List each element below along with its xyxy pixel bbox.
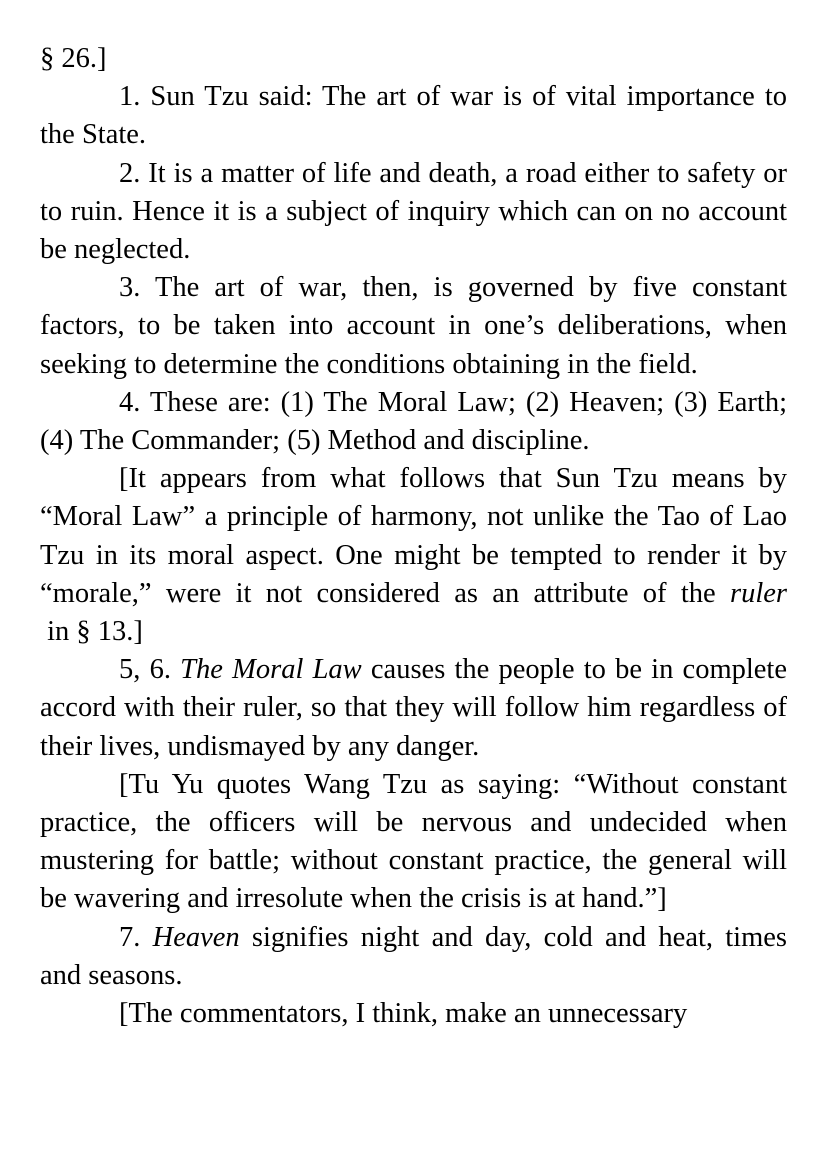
paragraph-4: 4. These are: (1) The Moral Law; (2) Heaven; (3) Earth; (4) The Commander; (5) Method and discipline.: [40, 386, 787, 457]
paragraph-5-6-text: causes the people to be in complete accord with their ruler, so that they will follow him regardless of their lives, undismayed by any danger.: [40, 654, 788, 762]
paragraph-3: 3. The art of war, then, is governed by five constant factors, to be taken into account in one’s deliberations, when seeking to determine the conditions obtaining in the field.: [40, 272, 787, 380]
paragraph-5-6-italic: The Moral Law: [180, 654, 362, 686]
commentary-moral-law-tail: in § 13.]: [40, 616, 143, 648]
paragraph-7-text: signifies night and day, cold and heat, times and seasons.: [40, 921, 788, 991]
commentary-commentators: [The commentators, I think, make an unnecessary: [119, 998, 688, 1030]
commentary-moral-law-italic: ruler: [730, 577, 787, 609]
commentary-moral-law: [40, 460, 787, 651]
paragraph-2: 2. It is a matter of life and death, a road either to safety or to ruin. Hence it is a subject of inquiry which can on no account be neglected.: [40, 157, 787, 266]
commentary-moral-law-text: [It appears from what follows that Sun Tzu means by “Moral Law” a principle of harmony, not unlike the Tao of Lao Tzu in its moral aspect. One might be tempted to render it by “morale,” were it not considered as an attribute of the: [40, 463, 787, 609]
paragraph-1: 1. Sun Tzu said: The art of war is of vital importance to the State.: [40, 81, 787, 151]
paragraph-7: [40, 919, 787, 995]
paragraph-7-italic: Heaven: [152, 921, 240, 953]
section-reference: § 26.]: [40, 43, 107, 74]
document-page: [40, 40, 787, 1033]
commentary-tu-yu: [Tu Yu quotes Wang Tzu as saying: “Without constant practice, the officers will be nervous and undecided when mustering for battle; without constant practice, the general will be wavering and irresolute when the crisis is at hand.”]: [40, 768, 787, 915]
paragraph-5-6: [40, 651, 787, 766]
paragraph-5-6-number: 5, 6.: [119, 654, 181, 686]
paragraph-7-number: 7.: [119, 921, 153, 953]
